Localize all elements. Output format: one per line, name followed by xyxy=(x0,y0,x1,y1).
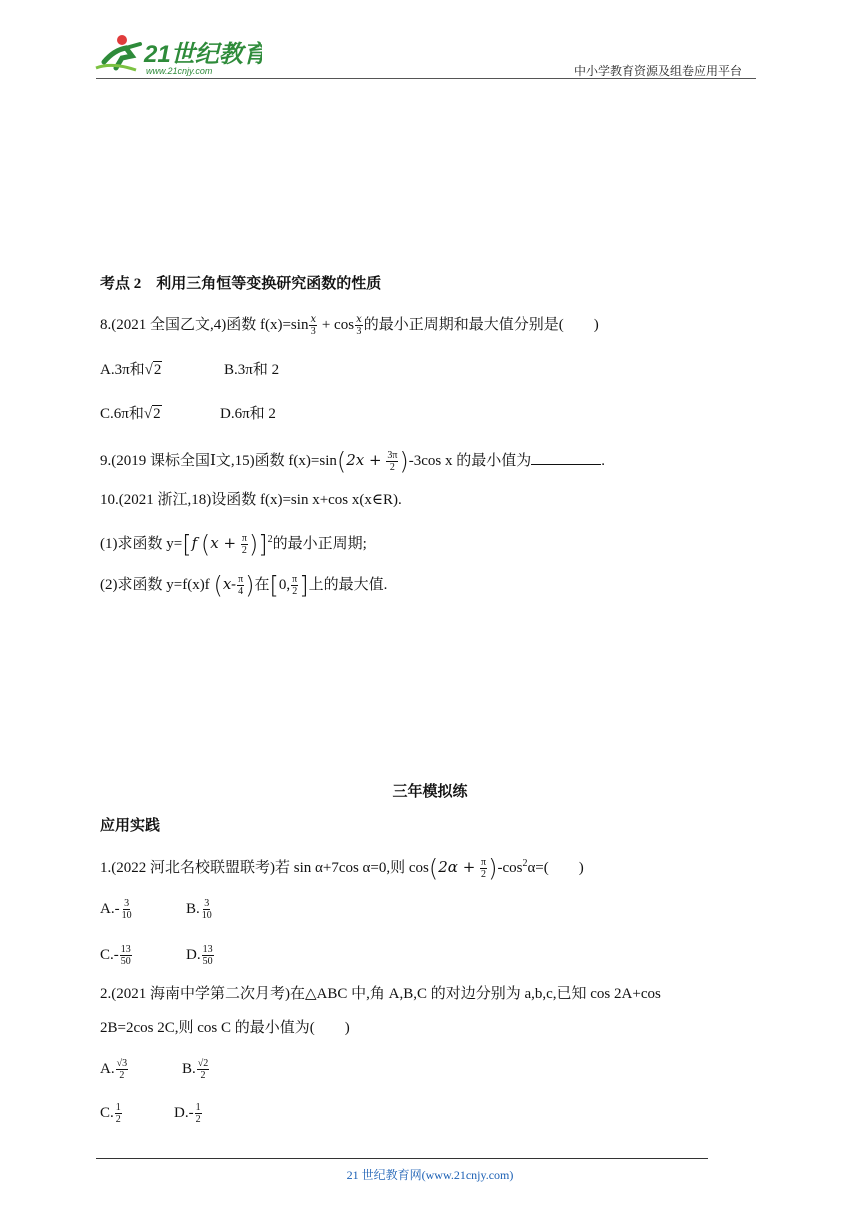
q10-p1-frac-num: π xyxy=(241,533,247,545)
m2-option-c[interactable] xyxy=(100,1102,123,1125)
q8-option-c-label: C.6π和 xyxy=(100,406,144,422)
m1-option-a-den: 10 xyxy=(121,910,132,921)
q8-option-c[interactable] xyxy=(100,404,162,424)
m1-option-b[interactable] xyxy=(186,898,214,921)
m2-option-c-frac xyxy=(115,1102,122,1125)
q10-p2-pre: (2)求函数 y=f(x)f xyxy=(100,577,210,593)
q10-p1-f: f xyxy=(191,534,198,552)
q10-p2-frac xyxy=(237,574,244,597)
q8-option-a-label: A.3π和 xyxy=(100,362,145,378)
q8-stem-post: 的最小正周期和最大值分别是( ) xyxy=(363,316,599,333)
q9-frac-num: 3π xyxy=(387,450,398,462)
q8-option-c-rad: 2 xyxy=(153,406,161,422)
m2-option-d-den: 2 xyxy=(195,1114,201,1125)
q10-p2-int-den: 2 xyxy=(292,586,298,598)
m2-option-d-label: D.- xyxy=(174,1104,194,1121)
left-paren-icon: ( xyxy=(213,571,223,600)
logo-url: www.21cnjy.com xyxy=(146,66,213,76)
m1-option-a-num: 3 xyxy=(124,898,130,909)
m1-option-b-den: 10 xyxy=(201,910,212,921)
m2-option-a-frac xyxy=(116,1058,129,1081)
footer-link[interactable]: 21 世纪教育网(www.21cnjy.com) xyxy=(346,1168,514,1182)
left-paren-icon: ( xyxy=(336,447,347,476)
m1-option-b-frac xyxy=(201,898,213,921)
q9-end: . xyxy=(601,453,606,469)
q8-option-a-rad: 2 xyxy=(153,362,162,378)
m2-option-b-frac xyxy=(197,1058,210,1081)
m1-option-c-frac xyxy=(120,944,132,967)
left-paren-icon: ( xyxy=(428,854,439,883)
m1-option-a-frac xyxy=(121,898,133,921)
header-platform-text: 中小学教育资源及组卷应用平台 xyxy=(574,64,743,78)
q8-frac1-num: x xyxy=(310,314,317,325)
footer-divider xyxy=(96,1158,708,1159)
q9-pre: 9.(2019 课标全国Ⅰ文,15)函数 f(x)=sin xyxy=(100,453,337,469)
q8-option-b[interactable]: B.3π和 2 xyxy=(224,362,280,378)
q10-stem: 10.(2021 浙江,18)设函数 f(x)=sin x+cos x(x∈R). xyxy=(100,492,402,508)
sqrt-icon: √2 xyxy=(143,406,161,422)
q8-stem xyxy=(100,314,599,337)
q8-frac1 xyxy=(309,314,317,337)
m2-option-a-num: √3 xyxy=(116,1058,128,1069)
m1-frac xyxy=(480,857,487,880)
m1-option-a-label: A.- xyxy=(100,900,120,917)
m1-option-c-den: 50 xyxy=(120,956,131,967)
right-paren-icon: ) xyxy=(248,530,259,559)
left-bracket-icon: [ xyxy=(269,571,279,600)
q10-p2-int: 0, xyxy=(278,577,291,593)
q9-post: -3cos x 的最小值为 xyxy=(408,453,532,469)
q9-stem xyxy=(100,447,606,476)
m1-option-d[interactable] xyxy=(186,944,215,967)
m1-frac-den: 2 xyxy=(481,869,487,881)
q10-p1-post: 的最小正周期; xyxy=(272,536,367,552)
m1-inner: 2α + xyxy=(438,858,476,876)
m1-option-d-label: D. xyxy=(186,946,201,963)
m1-post: -cos xyxy=(497,860,523,876)
q10-p1-exp: 2 xyxy=(267,534,273,545)
m2-option-c-den: 2 xyxy=(115,1114,121,1125)
q10-p1-frac-den: 2 xyxy=(241,545,247,557)
m1-frac-num: π xyxy=(481,857,487,869)
runner-logo-icon xyxy=(92,32,262,80)
m1-option-c-num: 13 xyxy=(120,944,131,955)
m2-option-a[interactable] xyxy=(100,1058,129,1081)
site-logo xyxy=(92,32,262,80)
q9-frac-den: 2 xyxy=(389,462,395,474)
m2-option-c-num: 1 xyxy=(115,1102,121,1113)
m2-option-b-label: B. xyxy=(182,1060,196,1077)
m1-pre: 1.(2022 河北名校联盟联考)若 sin α+7cos α=0,则 cos xyxy=(100,860,429,876)
m2-option-b-num: √2 xyxy=(197,1058,209,1069)
q10-p2-int-num: π xyxy=(292,574,298,586)
m2-option-b[interactable] xyxy=(182,1058,210,1081)
mock-title: 三年模拟练 xyxy=(392,784,468,800)
sqrt-icon: √2 xyxy=(144,362,162,378)
m1-option-a[interactable] xyxy=(100,898,134,921)
q8-option-d[interactable]: D.6π和 2 xyxy=(220,406,276,422)
m2-option-a-label: A. xyxy=(100,1060,115,1077)
m1-stem xyxy=(100,854,584,883)
q10-p1-pre: (1)求函数 y= xyxy=(100,536,183,552)
m2-option-d[interactable] xyxy=(174,1102,203,1125)
q10-part1 xyxy=(100,530,367,559)
m2-stem-line2: 2B=2cos 2C,则 cos C 的最小值为( ) xyxy=(100,1020,350,1036)
section-title: 考点 2 利用三角恒等变换研究函数的性质 xyxy=(100,276,382,292)
q9-frac xyxy=(386,450,398,473)
q10-p1-inner: x + xyxy=(210,534,237,552)
m2-option-c-label: C. xyxy=(100,1104,114,1121)
q8-stem-pre: 8.(2021 全国乙文,4)函数 f(x)=sin xyxy=(100,316,309,333)
mock-subtitle: 应用实践 xyxy=(100,818,161,834)
m2-option-d-num: 1 xyxy=(195,1102,201,1113)
right-paren-icon: ) xyxy=(488,854,498,883)
q10-p2-mid: 在 xyxy=(254,577,270,593)
q8-option-a[interactable] xyxy=(100,360,162,380)
m1-option-d-num: 13 xyxy=(202,944,213,955)
left-bracket-icon: [ xyxy=(182,530,192,559)
q10-p2-frac-num: π xyxy=(238,574,244,586)
q8-frac2 xyxy=(355,314,363,337)
m2-option-d-frac xyxy=(195,1102,202,1125)
q10-p2-frac-den: 4 xyxy=(238,586,244,598)
m1-option-c[interactable] xyxy=(100,944,133,967)
q10-part2 xyxy=(100,571,388,600)
q8-frac2-den: 3 xyxy=(356,326,362,337)
right-bracket-icon: ] xyxy=(299,571,309,600)
m1-option-b-num: 3 xyxy=(204,898,210,909)
answer-blank[interactable] xyxy=(531,450,601,465)
q8-frac2-num: x xyxy=(356,314,362,325)
header-divider xyxy=(96,78,756,79)
m1-option-d-frac xyxy=(202,944,214,967)
q10-p2-post: 上的最大值. xyxy=(308,577,388,593)
right-paren-icon: ) xyxy=(245,571,255,600)
left-paren-icon: ( xyxy=(200,530,211,559)
m1-option-d-den: 50 xyxy=(202,956,213,967)
m1-sup: 2 xyxy=(522,858,528,869)
m2-option-b-den: 2 xyxy=(200,1070,206,1081)
q10-p2-inner: x- xyxy=(222,575,237,593)
q8-frac1-den: 3 xyxy=(310,326,316,337)
q10-p1-frac xyxy=(241,533,248,556)
m1-end: α=( ) xyxy=(527,860,584,876)
q9-inner: 2x + xyxy=(346,451,382,469)
logo-text: 21世纪教育 xyxy=(144,41,262,68)
right-paren-icon: ) xyxy=(399,447,409,476)
right-bracket-icon: ] xyxy=(258,530,268,559)
q10-p2-int-frac xyxy=(291,574,298,597)
m1-option-b-label: B. xyxy=(186,900,200,917)
q8-plus-cos: + cos xyxy=(321,316,355,333)
m2-stem-line1: 2.(2021 海南中学第二次月考)在△ABC 中,角 A,B,C 的对边分别为 a,b,c,已知 cos 2A+cos xyxy=(100,986,661,1002)
m1-option-c-label: C.- xyxy=(100,946,119,963)
m2-option-a-den: 2 xyxy=(119,1070,125,1081)
